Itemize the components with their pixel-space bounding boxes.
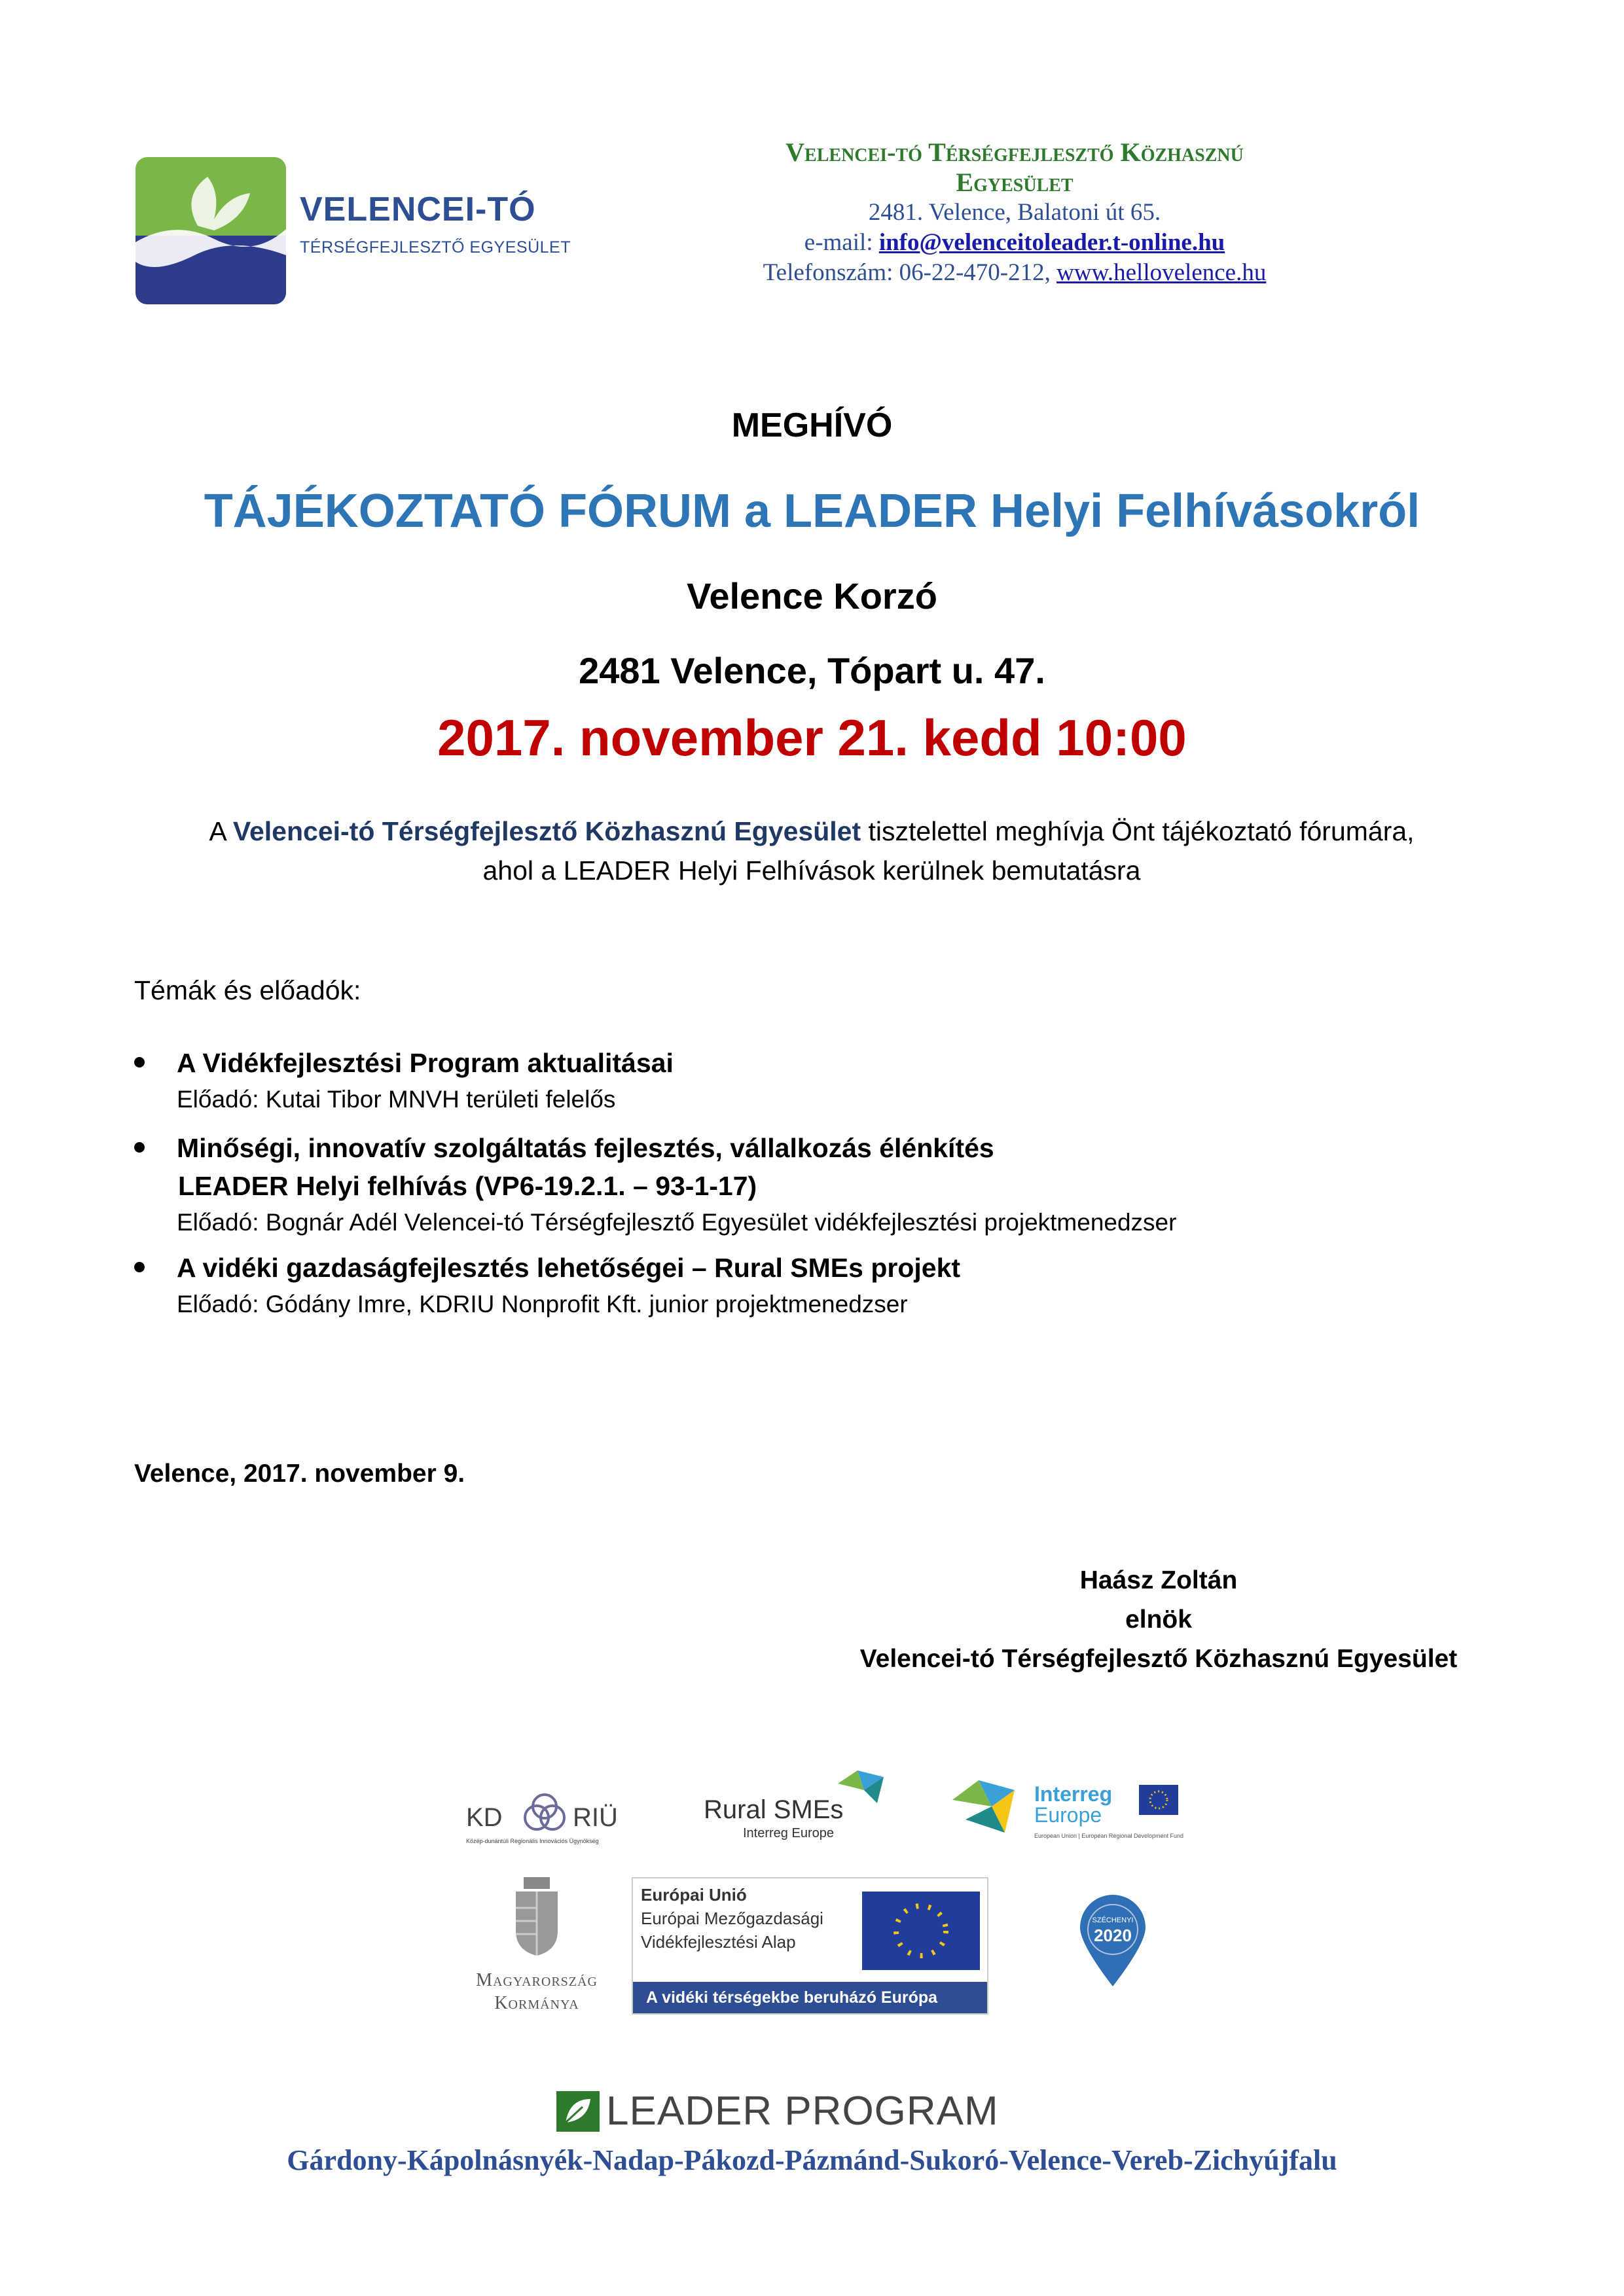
kdriu-sub: Közép-dunántúli Regionális Innovációs Ügynökség xyxy=(466,1838,599,1844)
szechenyi-2020-logo xyxy=(1074,1892,1152,1990)
invitation-heading: MEGHÍVÓ xyxy=(731,406,893,444)
logo-wordmark xyxy=(300,190,571,257)
email-label: e-mail: xyxy=(804,229,879,256)
bullet-icon xyxy=(134,1057,145,1067)
mk-line2: Kormánya xyxy=(494,1993,579,2013)
coat-of-arms-icon xyxy=(509,1872,564,1957)
szechenyi-label: SZÉCHENYI xyxy=(1092,1916,1134,1924)
intro-line2: ahol a LEADER Helyi Felhívások kerülnek bemutatásra xyxy=(482,855,1141,886)
org-address: 2481. Velence, Balatoni út 65. xyxy=(868,199,1161,226)
intro-paragraph xyxy=(98,812,1525,890)
interreg-title: Interreg xyxy=(1034,1782,1113,1806)
logo-subtitle: TÉRSÉGFEJLESZTŐ EGYESÜLET xyxy=(300,238,571,257)
phone-label: Telefonszám: 06-22-470-212, xyxy=(763,259,1057,286)
magyarorszag-kormanya-logo xyxy=(458,1872,615,2022)
topic-item xyxy=(177,1129,1176,1240)
org-email-line xyxy=(550,228,1479,258)
rural-smes-title: Rural SMEs xyxy=(704,1795,844,1824)
rural-smes-logo xyxy=(704,1770,893,1842)
eu-eafrd-logo xyxy=(632,1877,988,2015)
eu-flag-icon xyxy=(1139,1785,1178,1815)
signer-name: Haász Zoltán xyxy=(1079,1566,1238,1594)
topic-title: A vidéki gazdaságfejlesztés lehetőségei – Rural SMEs projekt xyxy=(177,1253,961,1283)
velencei-to-logo-mark xyxy=(135,157,286,304)
topic-title-line2: LEADER Helyi felhívás (VP6-19.2.1. – 93-1-17) xyxy=(178,1171,757,1201)
kdriu-logo xyxy=(458,1777,635,1849)
signer-role: elnök xyxy=(1125,1605,1192,1634)
event-datetime: 2017. november 21. kedd 10:00 xyxy=(437,709,1187,766)
szechenyi-year: 2020 xyxy=(1094,1926,1132,1945)
interreg-title2: Europe xyxy=(1034,1803,1102,1827)
kdriu-kd: KD xyxy=(466,1803,503,1832)
topic-item xyxy=(177,1044,674,1117)
org-name-line1: Velencei-tó Térségfejlesztő Közhasznú xyxy=(785,137,1244,167)
topic-speaker: Előadó: Bognár Adél Velencei-tó Térségfejlesztő Egyesület vidékfejlesztési projektmenedzser xyxy=(177,1209,1177,1236)
leader-program-text: LEADER PROGRAM xyxy=(606,2089,999,2134)
org-phone-line xyxy=(550,258,1479,288)
bullet-icon xyxy=(134,1142,145,1153)
rural-smes-sub: Interreg Europe xyxy=(743,1826,834,1840)
eu-banner: A vidéki térségekbe beruházó Európa xyxy=(633,1982,987,2013)
kdriu-riu: RIÜ xyxy=(573,1803,618,1832)
intro-prefix: A xyxy=(209,816,233,846)
intro-line1 xyxy=(98,812,1525,851)
topic-item xyxy=(177,1249,960,1322)
intro-rest: tisztelettel meghívja Önt tájékoztató fórumára, xyxy=(861,816,1415,846)
eu-flag-icon xyxy=(862,1892,980,1970)
eu-union-label: Európai Unió xyxy=(641,1885,747,1905)
eu-fund-line2: Vidékfejlesztési Alap xyxy=(641,1932,796,1952)
mk-line1: Magyarország xyxy=(476,1970,598,1990)
topic-title: A Vidékfejlesztési Program aktualitásai xyxy=(177,1048,674,1078)
signature-block xyxy=(838,1561,1479,1679)
leader-leaf-icon xyxy=(556,2091,600,2132)
topic-title: Minőségi, innovatív szolgáltatás fejlesztés, vállalkozás élénkítés xyxy=(177,1133,994,1163)
venue-name: Velence Korzó xyxy=(687,575,937,617)
dateline: Velence, 2017. november 9. xyxy=(134,1460,465,1488)
forum-title: TÁJÉKOZTATÓ FÓRUM a LEADER Helyi Felhívásokról xyxy=(204,485,1420,537)
website-link[interactable]: www.hellovelence.hu xyxy=(1056,259,1267,286)
interreg-sub: European Union | European Regional Development Fund xyxy=(1034,1833,1183,1839)
intro-org-name: Velencei-tó Térségfejlesztő Közhasznú Egyesület xyxy=(232,816,861,846)
org-contact-block xyxy=(550,137,1479,288)
footer-villages: Gárdony-Kápolnásnyék-Nadap-Pákozd-Pázmánd-Sukoró-Velence-Vereb-Zichyújfalu xyxy=(287,2144,1337,2176)
topics-heading: Témák és előadók: xyxy=(134,975,361,1005)
topic-speaker: Előadó: Kutai Tibor MNVH területi felelős xyxy=(177,1086,616,1113)
bullet-icon xyxy=(134,1262,145,1272)
topic-speaker: Előadó: Gódány Imre, KDRIU Nonprofit Kft. junior projektmenedzser xyxy=(177,1291,908,1318)
eu-fund-line1: Európai Mezőgazdasági xyxy=(641,1909,823,1928)
interreg-europe-logo xyxy=(952,1777,1201,1849)
org-name-line2: Egyesület xyxy=(956,168,1074,197)
signer-org: Velencei-tó Térségfejlesztő Közhasznú Egyesület xyxy=(859,1645,1458,1673)
email-link[interactable]: info@velenceitoleader.t-online.hu xyxy=(878,229,1225,256)
logo-name: VELENCEI-TÓ xyxy=(300,190,536,228)
venue-address: 2481 Velence, Tópart u. 47. xyxy=(579,650,1045,691)
